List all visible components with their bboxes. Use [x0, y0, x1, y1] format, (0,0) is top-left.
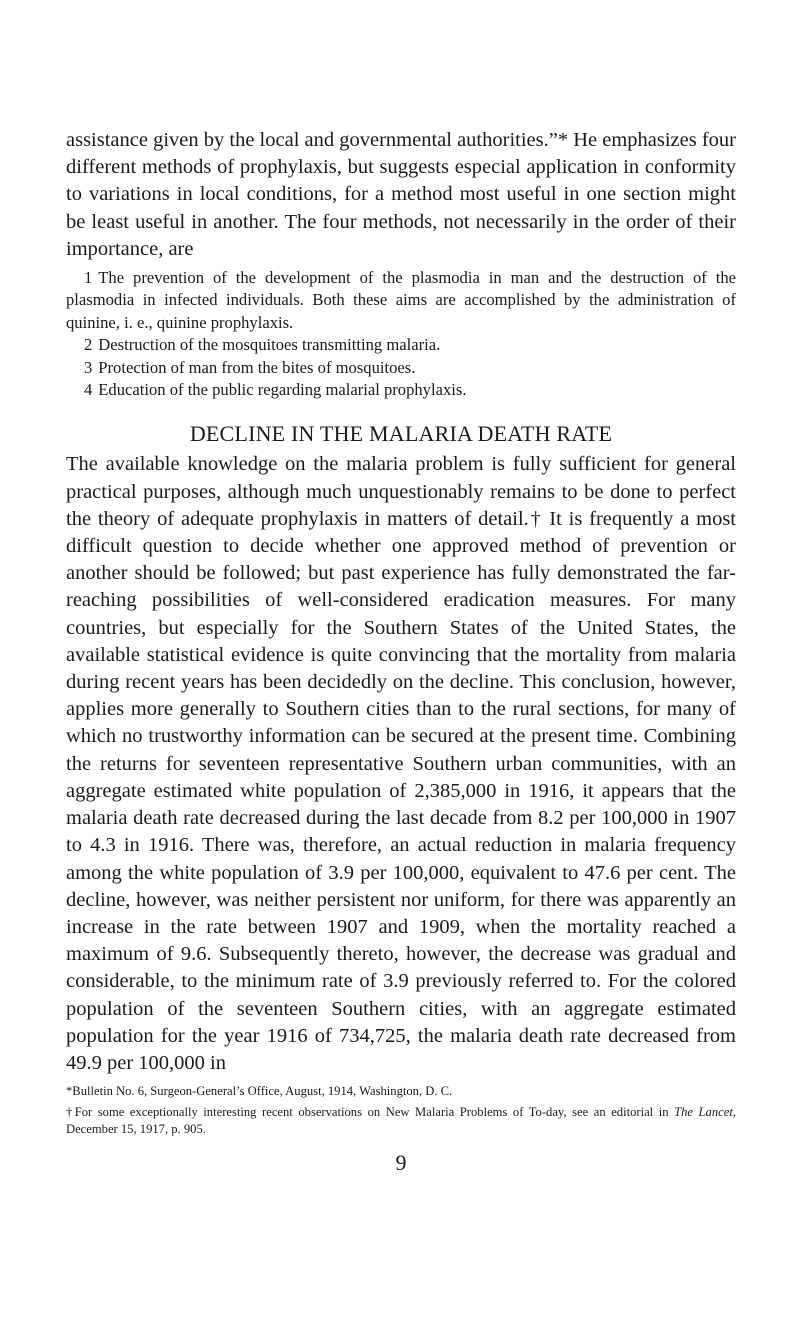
journal-title: The Lancet	[674, 1105, 733, 1120]
intro-paragraph: assistance given by the local and governmental authorities.”* He emphasizes four different methods of prophylaxis, but suggests especial application in conformity to variations in local conditions, for a method most useful in one section might be least useful in another. The four methods, not necessarily in the order of their importance, are	[66, 129, 737, 260]
footnote-2: †For some exceptionally interesting recent observations on New Malaria Problems of To-day, see an editorial in The Lancet, December 15, 1917, p. 905.	[66, 1105, 736, 1137]
list-item: 4 Education of the public regarding malarial prophylaxis.	[84, 380, 467, 400]
section-paragraph: The available knowledge on the malaria problem is fully sufficient for general practical purposes, although much unquestionably remains to be done to perfect the theory of adequate prophylaxis in matters of detail.† It is frequently a most difficult question to decide whether one approved method of prevention or another should be followed; but past experience has fully demonstrated the far-reaching possibilities of well-considered eradication measures. For many countries, but especially for the Southern States of the United States, the available statistical evidence is quite convincing that the mortality from malaria during recent years has been decidedly on the decline. This conclusion, however, applies more generally to Southern cities than to the rural sections, for many of which no trustworthy information can be secured at the present time. Combining the returns for seventeen representative Southern urban communities, with an aggregate estimated white population of 2,385,000 in 1916, it appears that the malaria death rate decreased during the last decade from 8.2 per 100,000 in 1907 to 4.3 in 1916. There was, therefore, an actual reduction in malaria frequency among the white population of 3.9 per 100,000, equivalent to 47.6 per cent. The decline, however, was neither persistent nor uniform, for there was apparently an increase in the rate between 1907 and 1909, when the mortality reached a maximum of 9.6. Subsequently thereto, however, the decrease was gradual and considerable, to the minimum rate of 3.9 previously referred to. For the colored population of the seventeen Southern cities, with an aggregate estimated population for the year 1916 of 734,725, the malaria death rate decreased from 49.9 per 100,000 in	[66, 453, 736, 1074]
footnotes	[66, 1083, 736, 1138]
footnote-1: *Bulletin No. 6, Surgeon-General’s Office, August, 1914, Washington, D. C.	[66, 1084, 453, 1099]
prophylaxis-methods-list	[66, 267, 736, 401]
list-item: 1 The prevention of the development of the plasmodia in man and the destruction of the plasmodia in infected individuals. Both these aims are accomplished by the administration of quinine, i. e., quinine prophylaxis.	[66, 268, 736, 332]
document-page	[66, 127, 736, 1176]
page-number: 9	[395, 1150, 407, 1176]
list-item: 3 Protection of man from the bites of mosquitoes.	[84, 357, 416, 377]
list-item: 2 Destruction of the mosquitoes transmitting malaria.	[84, 335, 441, 355]
section-heading: DECLINE IN THE MALARIA DEATH RATE	[189, 421, 613, 447]
